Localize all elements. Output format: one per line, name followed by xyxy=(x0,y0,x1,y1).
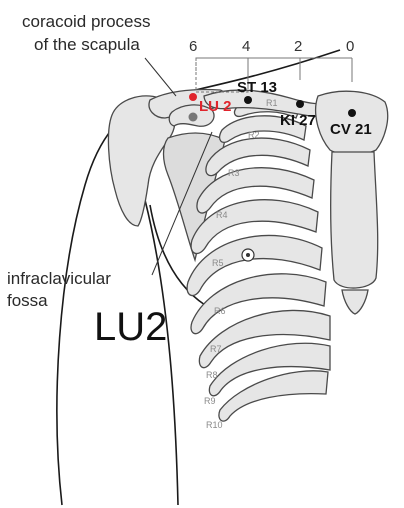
rib-label-3: R3 xyxy=(228,168,240,178)
acupoint-st13-label[interactable]: ST 13 xyxy=(237,79,278,96)
rib-label-8: R8 xyxy=(206,370,218,380)
rib-label-2: R2 xyxy=(248,130,260,140)
rib-label-1: R1 xyxy=(266,98,278,108)
scale-label-6: 6 xyxy=(189,38,198,55)
rib-label-5: R5 xyxy=(212,258,224,268)
callout-coracoid-line2: of the scapula xyxy=(34,35,140,54)
diagram-title: LU2 xyxy=(94,305,168,349)
rib-label-10: R10 xyxy=(206,420,223,430)
acupoint-cv21-marker[interactable] xyxy=(348,109,356,117)
landmark-dot xyxy=(246,253,250,257)
rib-label-9: R9 xyxy=(204,396,216,406)
scale-label-4: 4 xyxy=(242,38,251,55)
callout-fossa-line1: infraclavicular xyxy=(7,269,111,288)
xiphoid xyxy=(342,290,368,314)
sternum-body xyxy=(331,152,378,288)
acupoint-st13-marker[interactable] xyxy=(244,96,252,104)
scale-labels xyxy=(189,38,354,55)
acupoint-lu2-marker[interactable] xyxy=(189,93,197,101)
leader-coracoid xyxy=(145,58,176,96)
rib-label-4: R4 xyxy=(216,210,228,220)
acupoint-ki27-marker[interactable] xyxy=(296,100,304,108)
scale-label-0: 0 xyxy=(346,38,355,55)
acupoint-ki27-label[interactable]: KI 27 xyxy=(280,112,316,129)
rib-label-7: R7 xyxy=(210,344,222,354)
rib-label-6: R6 xyxy=(214,306,226,316)
acupoint-cv21-label[interactable]: CV 21 xyxy=(330,121,372,138)
acupoint-lu2-label[interactable]: LU 2 xyxy=(199,98,232,115)
callout-coracoid-line1: coracoid process xyxy=(22,12,151,31)
scale-label-2: 2 xyxy=(294,38,303,55)
callout-fossa-line2: fossa xyxy=(7,291,48,310)
acupoint-gray-marker xyxy=(189,113,198,122)
